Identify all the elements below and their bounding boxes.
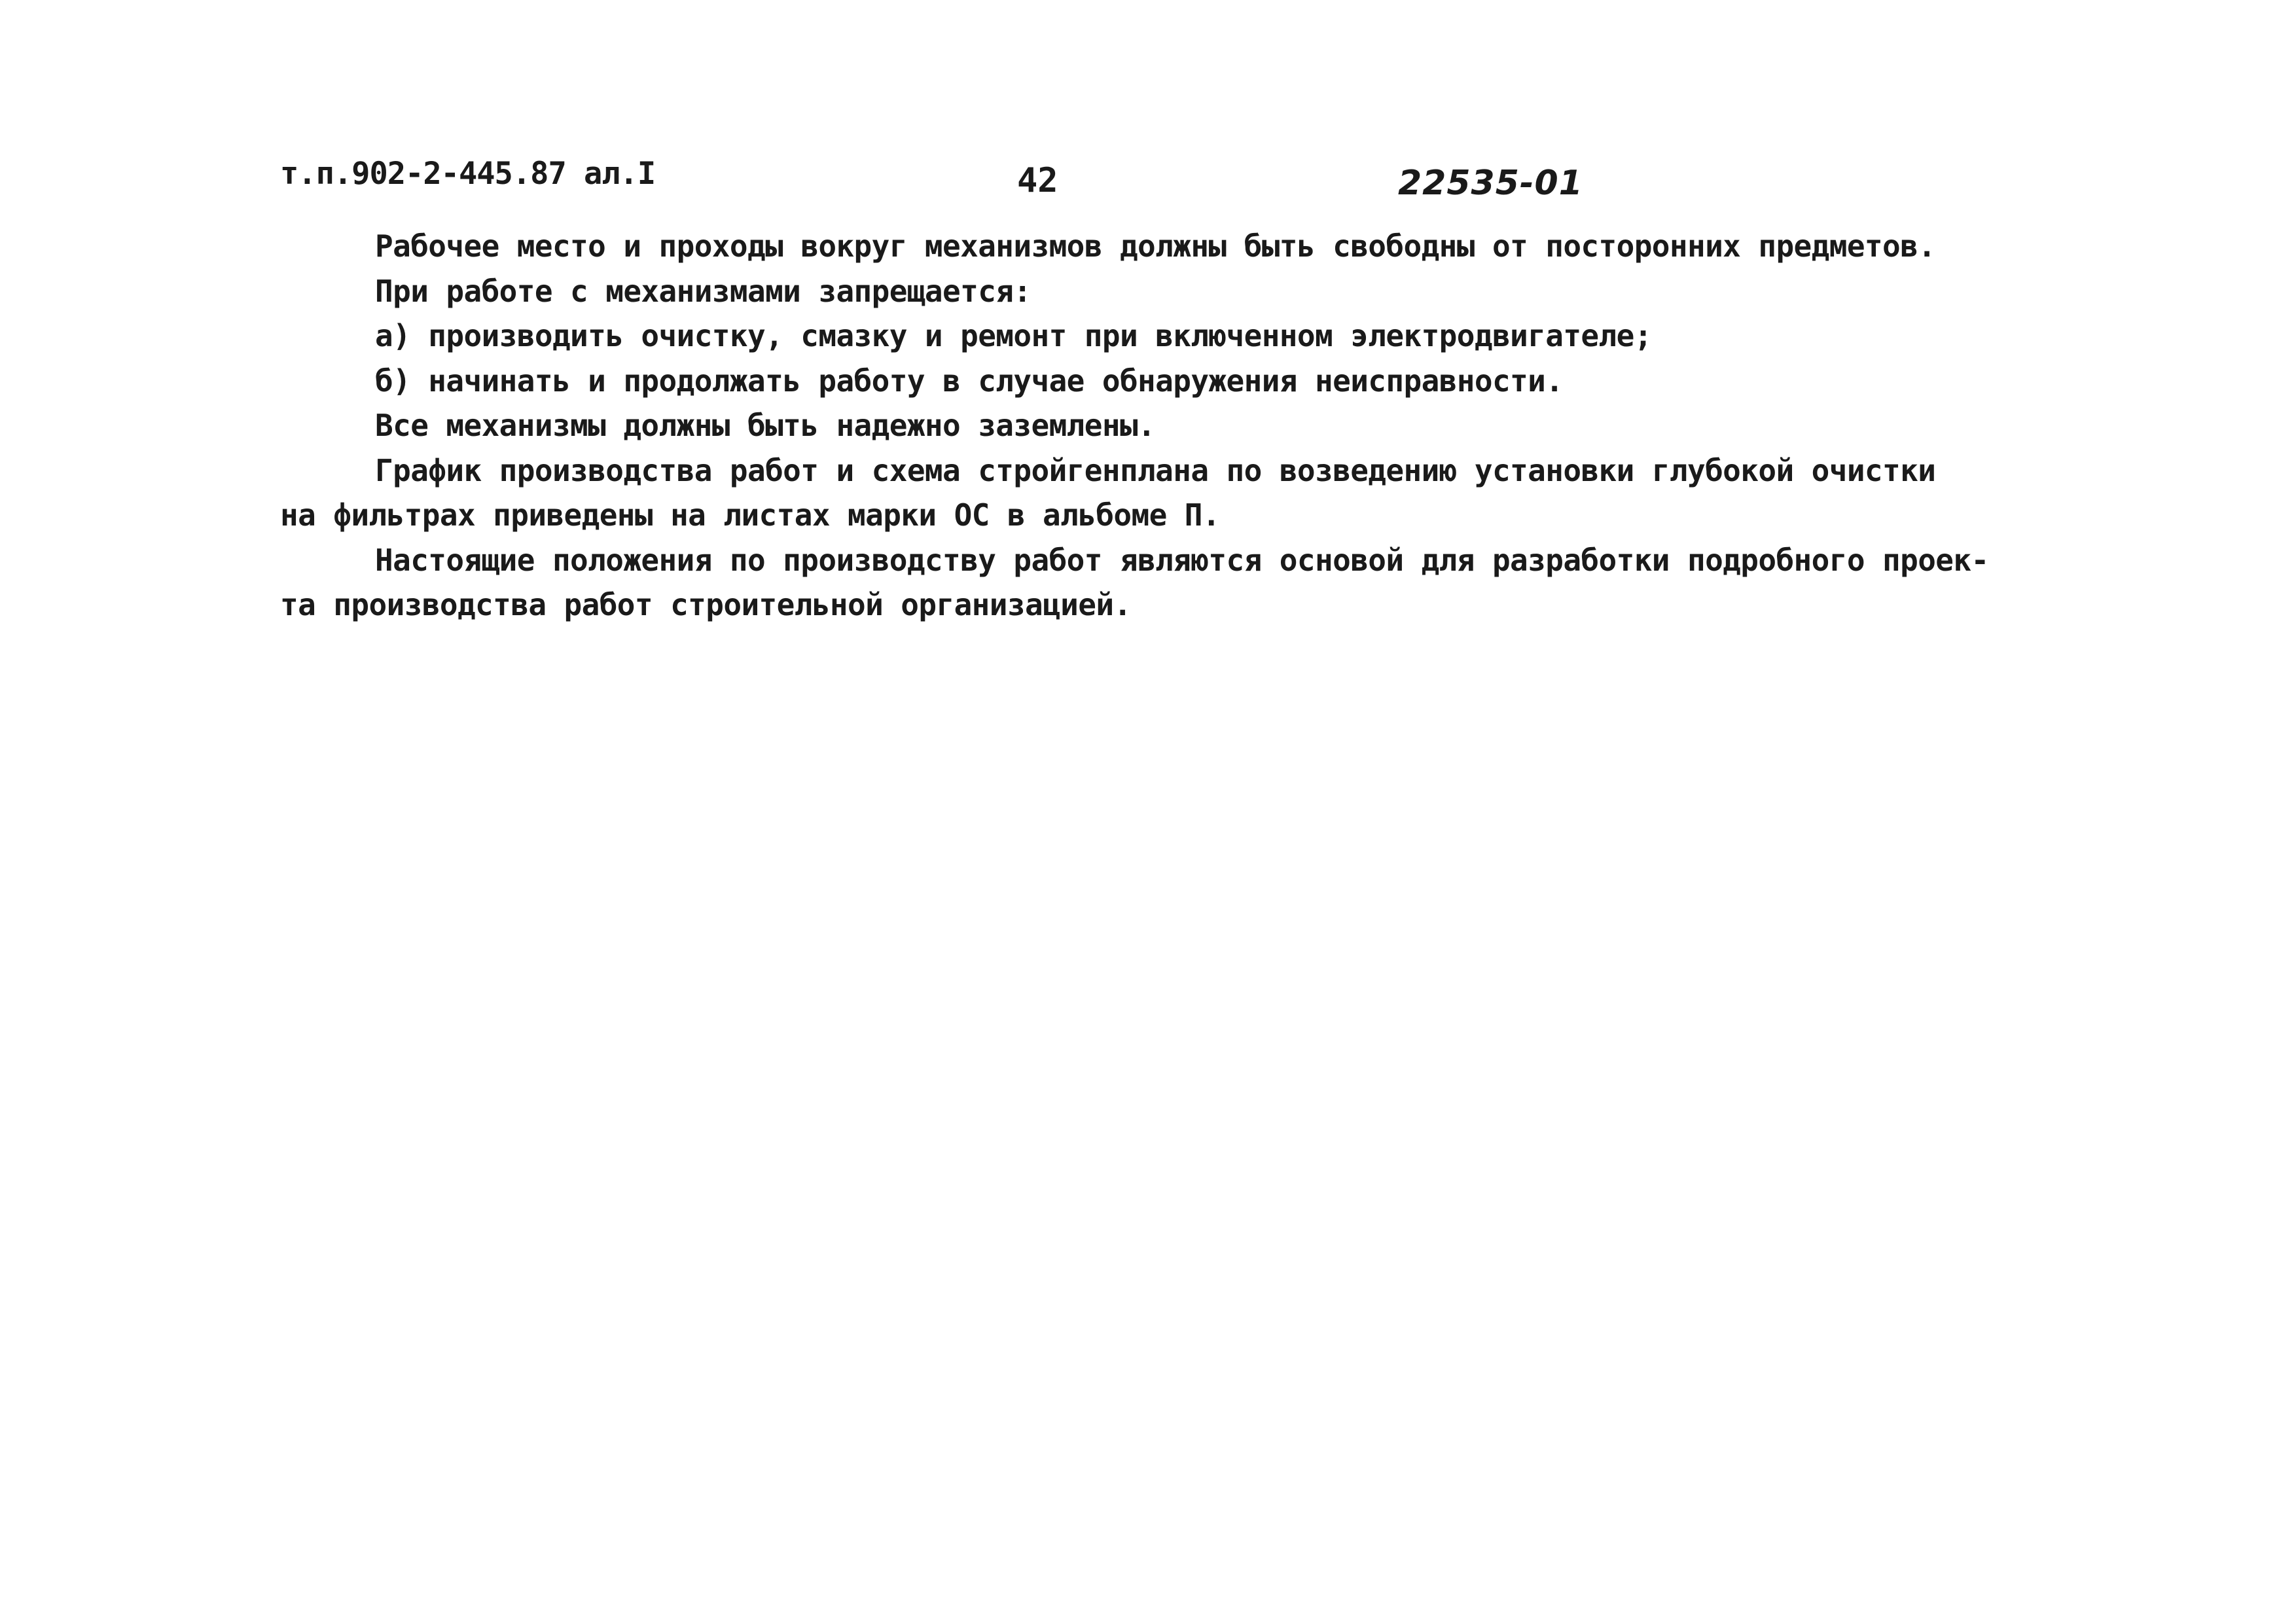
document-number: 22535-01: [1398, 164, 1583, 203]
list-item: а) производить очистку, смазку и ремонт при включенном электродвигателе;: [375, 318, 1652, 353]
paragraph-line: Рабочее место и проходы вокруг механизмов должны быть свободны от посторонних предметов.: [375, 228, 1936, 264]
paragraph-line: та производства работ строительной организацией.: [280, 587, 1132, 622]
paragraph-line: График производства работ и схема стройгенплана по возведению установки глубокой очистки: [375, 452, 1936, 488]
document-body: [280, 224, 2047, 628]
list-item: б) начинать и продолжать работу в случае обнаружения неисправности.: [375, 363, 1564, 399]
paragraph-line: Настоящие положения по производству работ являются основой для разработки подробного проек-: [375, 542, 1989, 578]
paragraph-line: При работе с механизмами запрещается:: [375, 273, 1031, 309]
paragraph-line: на фильтрах приведены на листах марки ОС в альбоме П.: [280, 497, 1221, 533]
paragraph-line: Все механизмы должны быть надежно заземлены.: [375, 408, 1156, 443]
document-reference: т.п.902-2-445.87 ал.I: [280, 156, 656, 192]
page-number: 42: [1017, 161, 1058, 200]
